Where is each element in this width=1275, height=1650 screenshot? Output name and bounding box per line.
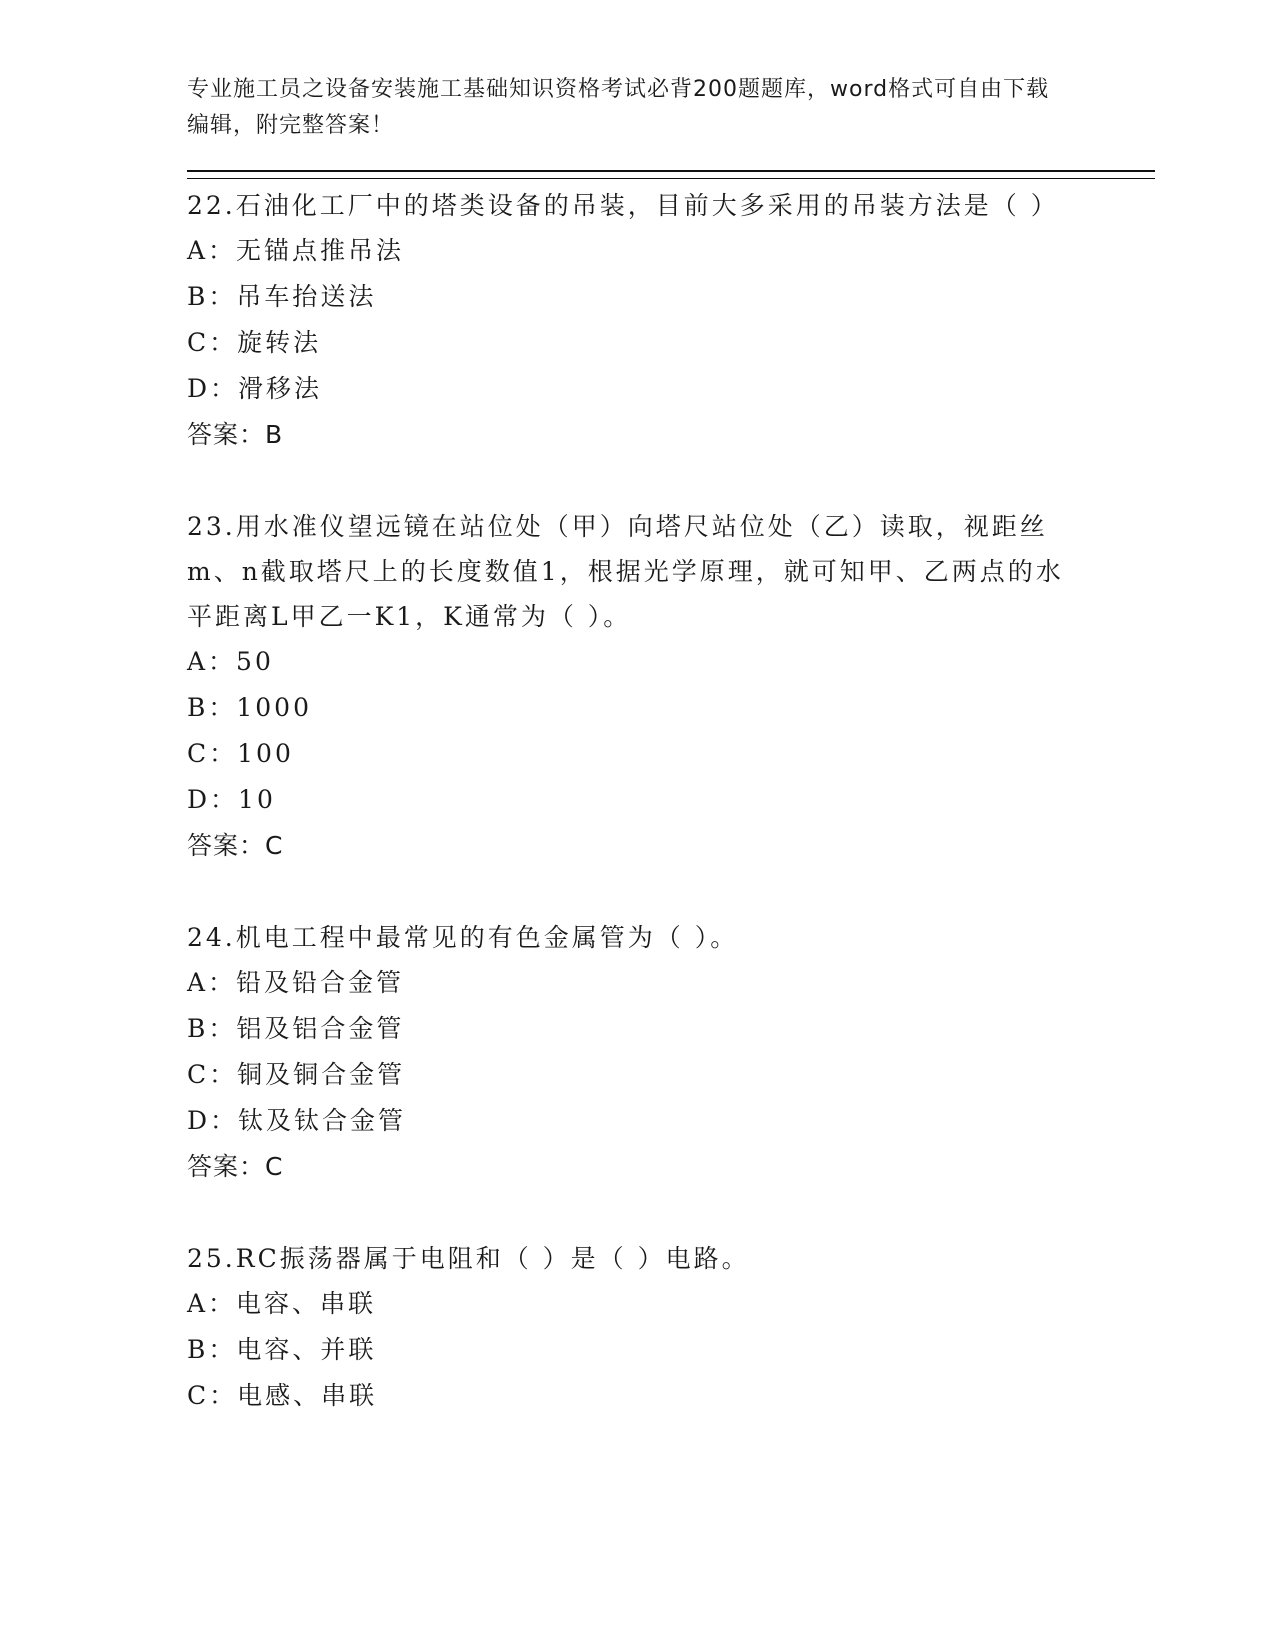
option-b: B：1000 xyxy=(187,693,312,722)
option-d: D：10 xyxy=(187,785,276,814)
option-c: C：旋转法 xyxy=(187,328,322,357)
option-a: A：50 xyxy=(187,647,274,676)
question-25 xyxy=(187,1236,1155,1419)
option-c: C：铜及铜合金管 xyxy=(187,1060,406,1089)
option-d: D：滑移法 xyxy=(187,374,323,403)
option-a: A：铅及铅合金管 xyxy=(187,968,405,997)
option-a: A：无锚点推吊法 xyxy=(187,236,405,265)
option-c: C：电感、串联 xyxy=(187,1381,378,1410)
question-stem: 24.机电工程中最常见的有色金属管为（ ）。 xyxy=(187,923,739,952)
header-divider xyxy=(187,170,1155,179)
answer: 答案：C xyxy=(187,1152,284,1181)
option-d: D：钛及钛合金管 xyxy=(187,1106,407,1135)
answer: 答案：C xyxy=(187,831,284,860)
document-header: 专业施工员之设备安装施工基础知识资格考试必背200题题库，word格式可自由下载编辑，附完整答案！ xyxy=(187,77,1050,138)
option-a: A：电容、串联 xyxy=(187,1289,377,1318)
document-page xyxy=(187,72,1155,1419)
question-22 xyxy=(187,183,1155,458)
question-23 xyxy=(187,504,1155,869)
question-stem: 23.用水准仪望远镜在站位处（甲）向塔尺站位处（乙）读取，视距丝m、n截取塔尺上的长度数值1，根据光学原理，就可知甲、乙两点的水平距离L甲乙一K1，K通常为（ ）。 xyxy=(187,512,1064,631)
question-stem: 25.RC振荡器属于电阻和（ ）是（ ）电路。 xyxy=(187,1244,750,1273)
option-b: B：吊车抬送法 xyxy=(187,282,377,311)
question-stem: 22.石油化工厂中的塔类设备的吊装，目前大多采用的吊装方法是（ ） xyxy=(187,191,1059,220)
question-24 xyxy=(187,915,1155,1190)
answer: 答案：B xyxy=(187,420,284,449)
option-c: C：100 xyxy=(187,739,294,768)
option-b: B：铝及铝合金管 xyxy=(187,1014,405,1043)
option-b: B：电容、并联 xyxy=(187,1335,377,1364)
